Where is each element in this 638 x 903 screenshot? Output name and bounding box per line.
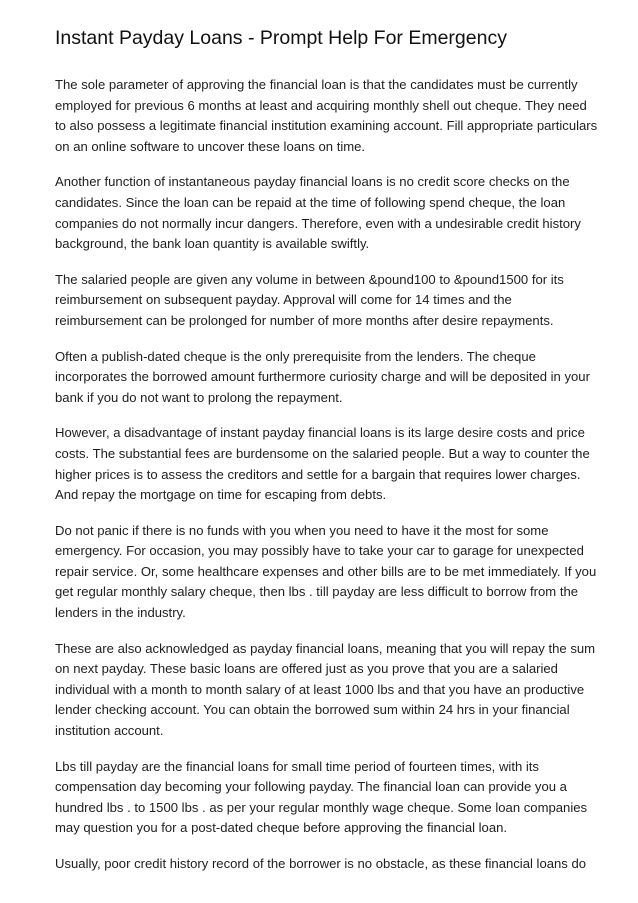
- paragraph-6: Do not panic if there is no funds with you when you need to have it the most for some emergency. For occasion, you may possibly have to take your car to garage for unexpected repair service. Or, some healthcare expenses and other bills are to be met immediately. If you get regular monthly salary cheque, then lbs . till payday are less difficult to borrow from the lenders in the industry.: [55, 522, 597, 621]
- paragraph-4: Often a publish-dated cheque is the only prerequisite from the lenders. The cheque incorporates the borrowed amount furthermore curiosity charge and will be deposited in your bank if you do not want to prolong the repayment.: [55, 348, 590, 405]
- paragraph-2: Another function of instantaneous payday financial loans is no credit score checks on the candidates. Since the loan can be repaid at the time of following spend cheque, the loan companies do not normally incur dangers. Therefore, even with a undesirable credit history background, the bank loan quantity is available swiftly.: [55, 174, 581, 252]
- paragraph-8: Lbs till payday are the financial loans for small time period of fourteen times, with its compensation day becoming your following payday. The financial loan can provide you a hundred lbs . to 1500 lbs . as per your regular monthly wage cheque. Some loan companies may question you for a post-dated cheque before approving the financial loan.: [55, 758, 588, 836]
- paragraph-1: The sole parameter of approving the financial loan is that the candidates must be currently employed for previous 6 months at least and acquiring monthly shell out cheque. They need to also possess a legitimate financial institution examining account. Fill appropriate particulars on an online software to uncover these loans on time.: [55, 77, 598, 154]
- paragraph-3: The salaried people are given any volume in between &pound100 to &pound1500 for its reimbursement on subsequent payday. Approval will come for 14 times and the reimbursement can be prolonged for number of more months after desire repayments.: [55, 271, 564, 328]
- paragraph-7: These are also acknowledged as payday financial loans, meaning that you will repay the sum on next payday. These basic loans are offered just as you prove that you are a salaried individual with a month to month salary of at least 1000 lbs and that you have an productive lender checking account. You can obtain the borrowed sum within 24 hrs in your financial institution account.: [55, 640, 596, 739]
- paragraph-5: However, a disadvantage of instant payday financial loans is its large desire costs and price costs. The substantial fees are burdensome on the salaried people. But a way to counter the higher prices is to assess the creditors and settle for a bargain that requires lower charges. And repay the mortgage on time for escaping from debts.: [55, 425, 590, 503]
- paragraph-9: Usually, poor credit history record of the borrower is no obstacle, as these financial loans do: [55, 856, 587, 871]
- page-title: Instant Payday Loans - Prompt Help For Emergency: [55, 27, 507, 49]
